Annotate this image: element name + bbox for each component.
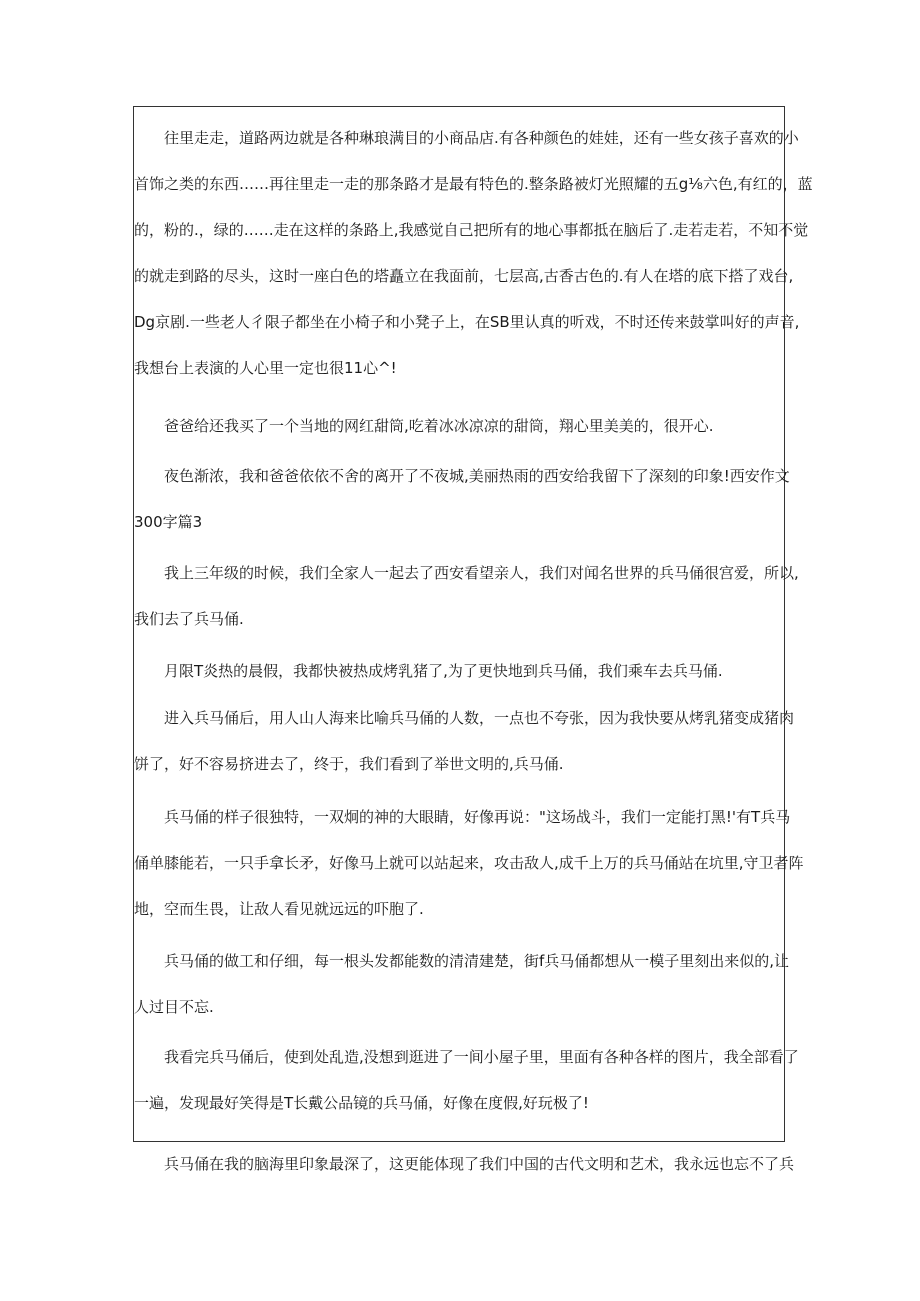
paragraph-line: 我想台上表演的人心里一定也很11心^! [134,359,397,377]
paragraph-line: 进入兵马俑后，用人山人海来比喻兵马俑的人数，一点也不夸张，因为我快要从烤乳猪变成猪肉 [164,709,795,727]
paragraph-1 [134,127,813,403]
paragraph-7 [134,806,804,921]
paragraph-line: 的就走到路的尽头，这时一座白色的塔矗立在我面前，七层高,古香古色的.有人在塔的底下搭了戏台, [134,267,794,285]
paragraph-line: 地，空而生畏，让敌人看见就远远的吓胞了. [134,900,424,918]
paragraph-line: 一遍，发现最好笑得是T长戴公品镜的兵马俑，好像在度假,好玩极了! [134,1094,589,1112]
paragraph-line: 我看完兵马俑后，使到处乱造,没想到逛进了一间小屋子里，里面有各种各样的图片，我全部看了 [164,1048,799,1066]
paragraph-line: 我上三年级的时候，我们全家人一起去了西安看望亲人，我们对闻名世界的兵马俑很宫爱，所以, [164,564,799,582]
paragraph-line: 俑单膝能若，一只手拿长矛，好像马上就可以站起来，攻击敌人,成千上万的兵马俑站在坑里,守卫者阵 [134,854,804,872]
paragraph-line: 月限T炎热的晨假，我都快被热成烤乳猪了,为了更快地到兵马俑，我们乘车去兵马俑. [164,662,723,680]
paragraph-line: 兵马俑的样子很独特，一双炯的神的大眼睛，好像再说："这场战斗，我们一定能打黑!'有T兵马 [164,808,791,826]
paragraph-line: 夜色渐浓，我和爸爸依依不舍的离开了不夜城,美丽热雨的西安给我留下了深刻的印象!西安作文 [164,467,790,485]
paragraph-5 [134,660,784,683]
paragraph-line: 兵马俑在我的脑海里印象最深了，这更能体现了我们中国的古代文明和艺术，我永远也忘不了兵 [164,1155,795,1173]
paragraph-8 [134,950,790,1019]
paragraph-line: 的，粉的.，绿的……走在这样的条路上,我感觉自己把所有的地心事都抵在脑后了.走若走若，不知不觉 [134,221,809,239]
paragraph-line: 兵马俑的做工和仔细，每一根头发都能数的清清建楚，街f兵马俑都想从一模子里刻出来似的,让 [164,952,790,970]
paragraph-line: 人过目不忘. [134,998,214,1016]
paragraph-line: 饼了，好不容易挤进去了，终于，我们看到了举世文明的,兵马俑. [134,755,564,773]
paragraph-9 [134,1046,799,1115]
paragraph-2 [134,415,784,438]
paragraph-line: 300字篇3 [134,513,203,531]
paragraph-line: 爸爸给还我买了一个当地的网红甜筒,吃着冰冰凉凉的甜筒，翔心里美美的，很开心. [164,417,714,435]
paragraph-line: 首饰之类的东西……再往里走一走的那条路才是最有特色的.整条路被灯光照耀的五g⅛六色,有红的，蓝 [134,175,813,193]
paragraph-line: 我们去了兵马俑. [134,610,244,628]
paragraph-line: Dg京剧.一些老人彳限子都坐在小椅子和小凳子上，在SB里认真的听戏，不时还传来鼓掌叫好的声音, [134,313,800,331]
paragraph-outside-frame [134,1153,795,1176]
paragraph-line: 往里走走，道路两边就是各种琳琅满目的小商品店.有各种颜色的娃娃，还有一些女孩子喜欢的小 [164,129,799,147]
paragraph-3 [134,465,790,534]
paragraph-6 [134,707,795,776]
paragraph-4 [134,562,799,631]
